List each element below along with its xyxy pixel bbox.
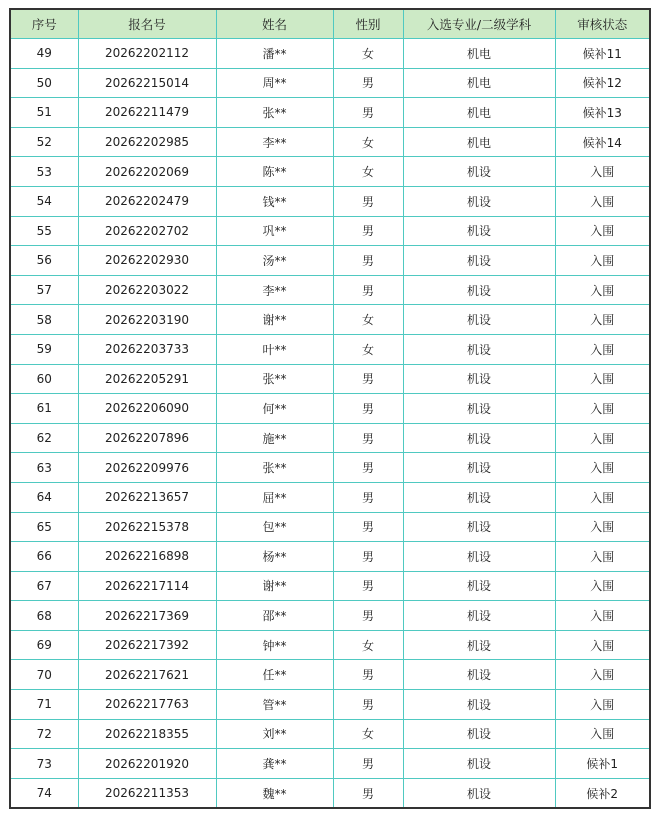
table-row [10,749,650,779]
cell-reg-no: 20262202069 [78,157,216,187]
cell-status: 入围 [555,660,650,690]
cell-status: 候补1 [555,749,650,779]
cell-status: 入围 [555,423,650,453]
cell-gender: 男 [333,216,403,246]
cell-gender: 男 [333,749,403,779]
cell-status: 入围 [555,275,650,305]
cell-gender: 男 [333,186,403,216]
table-row [10,690,650,720]
cell-major: 机设 [403,601,555,631]
admission-table [9,8,651,809]
cell-index: 56 [10,246,78,276]
cell-name: 龚** [216,749,333,779]
cell-name: 张** [216,453,333,483]
cell-major: 机设 [403,719,555,749]
cell-name: 刘** [216,719,333,749]
cell-index: 73 [10,749,78,779]
cell-reg-no: 20262216898 [78,542,216,572]
cell-status: 入围 [555,690,650,720]
table-row [10,127,650,157]
header-name: 姓名 [216,9,333,39]
cell-gender: 男 [333,364,403,394]
cell-name: 钟** [216,630,333,660]
cell-reg-no: 20262203022 [78,275,216,305]
table-row [10,186,650,216]
cell-status: 入围 [555,216,650,246]
cell-status: 入围 [555,305,650,335]
cell-index: 51 [10,98,78,128]
cell-status: 入围 [555,571,650,601]
cell-index: 70 [10,660,78,690]
header-status: 审核状态 [555,9,650,39]
cell-major: 机设 [403,660,555,690]
table-row [10,68,650,98]
cell-status: 入围 [555,630,650,660]
cell-status: 入围 [555,394,650,424]
table-row [10,216,650,246]
cell-reg-no: 20262206090 [78,394,216,424]
cell-status: 入围 [555,246,650,276]
cell-major: 机设 [403,630,555,660]
cell-major: 机设 [403,157,555,187]
cell-gender: 男 [333,571,403,601]
cell-reg-no: 20262211479 [78,98,216,128]
cell-name: 杨** [216,542,333,572]
table-row [10,453,650,483]
cell-reg-no: 20262217392 [78,630,216,660]
cell-gender: 女 [333,157,403,187]
cell-reg-no: 20262217369 [78,601,216,631]
cell-reg-no: 20262202112 [78,39,216,69]
cell-status: 入围 [555,719,650,749]
cell-status: 入围 [555,453,650,483]
cell-gender: 男 [333,98,403,128]
cell-reg-no: 20262207896 [78,423,216,453]
cell-index: 59 [10,334,78,364]
cell-index: 58 [10,305,78,335]
table-row [10,334,650,364]
cell-gender: 女 [333,334,403,364]
cell-index: 64 [10,482,78,512]
table-body [10,39,650,809]
cell-major: 机设 [403,690,555,720]
cell-major: 机设 [403,364,555,394]
cell-index: 68 [10,601,78,631]
cell-major: 机设 [403,542,555,572]
cell-major: 机设 [403,186,555,216]
cell-reg-no: 20262217621 [78,660,216,690]
cell-name: 何** [216,394,333,424]
cell-index: 66 [10,542,78,572]
cell-index: 53 [10,157,78,187]
cell-gender: 男 [333,512,403,542]
table-row [10,394,650,424]
cell-reg-no: 20262215014 [78,68,216,98]
cell-name: 巩** [216,216,333,246]
cell-name: 管** [216,690,333,720]
cell-index: 71 [10,690,78,720]
cell-name: 汤** [216,246,333,276]
cell-gender: 男 [333,482,403,512]
cell-status: 候补13 [555,98,650,128]
cell-major: 机设 [403,394,555,424]
cell-status: 入围 [555,601,650,631]
table-row [10,542,650,572]
cell-major: 机设 [403,216,555,246]
cell-name: 魏** [216,778,333,808]
table-row [10,275,650,305]
cell-gender: 女 [333,305,403,335]
cell-reg-no: 20262213657 [78,482,216,512]
cell-gender: 男 [333,423,403,453]
cell-major: 机电 [403,98,555,128]
header-reg-no: 报名号 [78,9,216,39]
cell-status: 入围 [555,364,650,394]
cell-status: 入围 [555,482,650,512]
cell-major: 机设 [403,482,555,512]
table-row [10,630,650,660]
table-row [10,571,650,601]
admission-list-container [9,8,649,809]
cell-reg-no: 20262218355 [78,719,216,749]
table-row [10,157,650,187]
cell-name: 潘** [216,39,333,69]
cell-gender: 男 [333,275,403,305]
cell-major: 机设 [403,571,555,601]
cell-major: 机设 [403,275,555,305]
cell-reg-no: 20262205291 [78,364,216,394]
cell-index: 69 [10,630,78,660]
cell-gender: 女 [333,630,403,660]
cell-major: 机设 [403,778,555,808]
table-row [10,305,650,335]
header-major: 入选专业/二级学科 [403,9,555,39]
header-row [10,9,650,39]
cell-name: 陈** [216,157,333,187]
cell-gender: 男 [333,660,403,690]
cell-index: 72 [10,719,78,749]
cell-index: 63 [10,453,78,483]
cell-major: 机设 [403,334,555,364]
cell-name: 包** [216,512,333,542]
cell-name: 谢** [216,305,333,335]
cell-status: 候补2 [555,778,650,808]
cell-index: 74 [10,778,78,808]
cell-major: 机设 [403,305,555,335]
cell-gender: 女 [333,39,403,69]
cell-gender: 男 [333,68,403,98]
cell-reg-no: 20262217763 [78,690,216,720]
cell-status: 候补12 [555,68,650,98]
cell-name: 任** [216,660,333,690]
cell-gender: 男 [333,394,403,424]
cell-index: 65 [10,512,78,542]
cell-major: 机电 [403,39,555,69]
cell-major: 机电 [403,68,555,98]
cell-reg-no: 20262202479 [78,186,216,216]
header-index: 序号 [10,9,78,39]
cell-gender: 男 [333,453,403,483]
cell-gender: 女 [333,127,403,157]
cell-reg-no: 20262202985 [78,127,216,157]
cell-index: 62 [10,423,78,453]
cell-status: 入围 [555,334,650,364]
cell-reg-no: 20262201920 [78,749,216,779]
cell-name: 屈** [216,482,333,512]
cell-major: 机设 [403,423,555,453]
cell-gender: 男 [333,601,403,631]
header-gender: 性别 [333,9,403,39]
cell-index: 67 [10,571,78,601]
cell-name: 叶** [216,334,333,364]
cell-reg-no: 20262211353 [78,778,216,808]
cell-name: 谢** [216,571,333,601]
cell-status: 入围 [555,186,650,216]
cell-status: 入围 [555,542,650,572]
cell-name: 邵** [216,601,333,631]
cell-name: 李** [216,127,333,157]
cell-reg-no: 20262203733 [78,334,216,364]
table-row [10,39,650,69]
cell-name: 张** [216,98,333,128]
table-row [10,512,650,542]
cell-gender: 男 [333,246,403,276]
cell-name: 钱** [216,186,333,216]
cell-name: 周** [216,68,333,98]
table-row [10,601,650,631]
table-row [10,778,650,808]
cell-status: 候补14 [555,127,650,157]
table-row [10,482,650,512]
cell-index: 60 [10,364,78,394]
cell-index: 55 [10,216,78,246]
cell-reg-no: 20262202702 [78,216,216,246]
cell-reg-no: 20262215378 [78,512,216,542]
table-row [10,364,650,394]
table-row [10,660,650,690]
table-row [10,719,650,749]
cell-major: 机设 [403,512,555,542]
cell-name: 施** [216,423,333,453]
cell-index: 50 [10,68,78,98]
cell-index: 61 [10,394,78,424]
cell-index: 52 [10,127,78,157]
cell-status: 入围 [555,157,650,187]
cell-major: 机电 [403,127,555,157]
cell-reg-no: 20262203190 [78,305,216,335]
cell-name: 李** [216,275,333,305]
cell-index: 49 [10,39,78,69]
cell-index: 54 [10,186,78,216]
cell-status: 候补11 [555,39,650,69]
cell-reg-no: 20262217114 [78,571,216,601]
cell-major: 机设 [403,453,555,483]
cell-major: 机设 [403,246,555,276]
table-row [10,98,650,128]
cell-gender: 男 [333,690,403,720]
cell-gender: 男 [333,778,403,808]
cell-gender: 女 [333,719,403,749]
table-row [10,423,650,453]
cell-index: 57 [10,275,78,305]
cell-reg-no: 20262209976 [78,453,216,483]
cell-gender: 男 [333,542,403,572]
cell-status: 入围 [555,512,650,542]
cell-major: 机设 [403,749,555,779]
cell-reg-no: 20262202930 [78,246,216,276]
cell-name: 张** [216,364,333,394]
table-row [10,246,650,276]
